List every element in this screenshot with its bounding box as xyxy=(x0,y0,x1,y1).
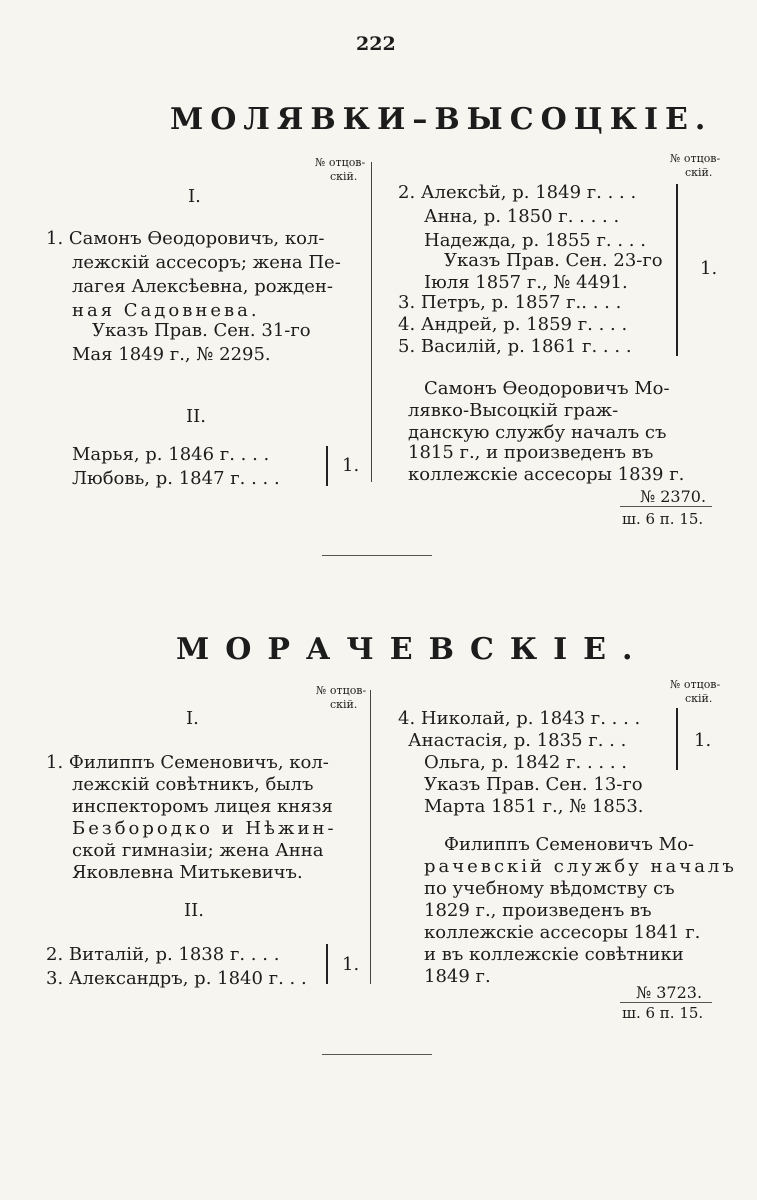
brace-icon xyxy=(676,708,678,770)
section1-right-family-no: 1. xyxy=(700,258,718,279)
section1-title: МОЛЯВКИ–ВЫСОЦКІЕ. xyxy=(170,102,713,137)
section1-left-family-no: 1. xyxy=(342,455,360,476)
section2-gen2-label: II. xyxy=(184,900,204,921)
section2-column-divider xyxy=(370,690,371,984)
section1-gen1-label: I. xyxy=(188,186,201,207)
section1-gen2-label: II. xyxy=(186,406,206,427)
brace-icon xyxy=(326,446,328,486)
section1-column-divider xyxy=(371,162,372,482)
section2-ref-number: № 3723. xyxy=(636,983,703,1002)
section1-ref-rule xyxy=(620,506,712,507)
section-divider xyxy=(322,555,432,556)
brace-icon xyxy=(326,944,328,984)
page-end-divider xyxy=(322,1054,432,1055)
section1-ref-number: № 2370. xyxy=(640,487,707,506)
section2-shelf-mark: ш. 6 п. 15. xyxy=(622,1004,704,1022)
section2-left-family-no: 1. xyxy=(342,954,360,975)
section1-shelf-mark: ш. 6 п. 15. xyxy=(622,510,704,528)
section2-title: МОРАЧЕВСКІЕ. xyxy=(176,632,649,667)
brace-icon xyxy=(676,184,678,356)
page-number: 222 xyxy=(356,33,396,55)
section2-right-family-no: 1. xyxy=(694,730,712,751)
section2-gen1-label: I. xyxy=(186,708,199,729)
